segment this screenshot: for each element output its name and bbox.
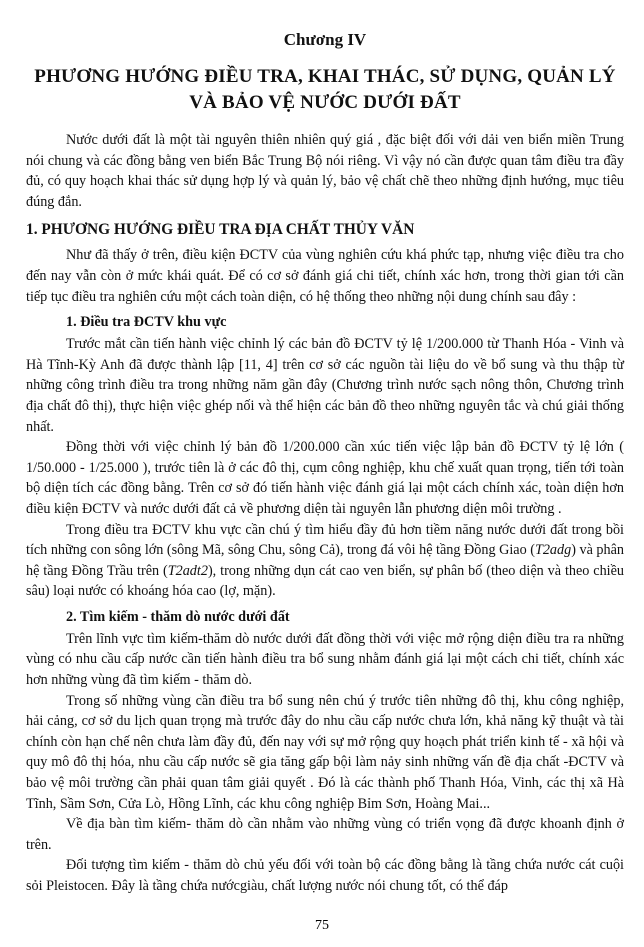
intro-paragraph: Nước dưới đất là một tài nguyên thiên nhiên quý giá , đặc biệt đối với dải ven biển miền Trung nói chung và các đồng bằng ven biển Bắc Trung Bộ nói riêng. Vì vậy nó cần được quan tâm điều tra đầy đủ, có quy hoạch khai thác sử dụng hợp lý và quản lý, bảo vệ chất chẽ theo những định hướng, mục tiêu đúng đắn. [26,132,624,210]
text-run: ), trong những dụn cát cao ven biển, sự phân bố (theo diện và theo chiều sâu) loại nước có khoáng hóa cao (lợ, mặn). [26,562,625,600]
chapter-title-line-2: VÀ BẢO VỆ NƯỚC DƯỚI ĐẤT [189,92,461,113]
paragraph: Trên lĩnh vực tìm kiếm-thăm dò nước dưới đất đồng thời với việc mở rộng diện điều tra ra những vùng có nhu cầu cấp nước cần tiến hành điều tra bổ sung nhằm đánh giá lại một cách chi tiết, chính xác hơn những vùng đã tìm kiếm - thăm dò. [26,630,624,689]
text-run: ) và phân hệ tầng Đồng Trầu trên ( [26,542,625,579]
subsection-heading: 2. Tìm kiếm - thăm dò nước dưới đất [66,608,290,625]
section-heading: 1. PHƯƠNG HƯỚNG ĐIỀU TRA ĐỊA CHẤT THỦY VĂN [26,221,415,239]
paragraph: Trong số những vùng cần điều tra bổ sung nên chú ý trước tiên những đô thị, khu công nghiệp, hải cảng, cơ sở du lịch quan trọng mà trước đây do nhu cầu cấp nước chưa lớn, khả năng kỹ thuật và tài chính còn hạn chế nên chưa làm đầy đủ, đến nay với sự mở rộng quy hoạch phát triển kinh tế - xã hội và quy mô đô thị hóa, nhu cầu cấp nước sẽ gia tăng gấp bội làm nảy sinh những vấn đề địa chất -ĐCTV và bảo vệ môi trường cần phải quan tâm giải quyết . Đó là các thành phố Thanh Hóa, Vinh, các thị xã Hà Tĩnh, Sầm Sơn, Cửa Lò, Hồng Lĩnh, các khu công nghiệp Bỉm Sơn, Hoàng Mai... [26,692,624,812]
chapter-label: Chương IV [283,30,367,49]
formation-symbol: T2adg [534,542,572,559]
section-paragraph: Như đã thấy ở trên, điều kiện ĐCTV của vùng nghiên cứu khá phức tạp, nhưng việc điều tra cho đến nay vẫn còn ở mức khái quát. Để có cơ sở đánh giá chi tiết, chính xác hơn, trong thời gian tới cần tiếp tục điều tra nghiên cứu một cách toàn diện, có hệ thống theo những nội dung chính sau đây : [26,247,624,305]
chapter-title-line-1: PHƯƠNG HƯỚNG ĐIỀU TRA, KHAI THÁC, SỬ DỤNG, QUẢN LÝ [34,66,616,87]
paragraph-with-formations [26,520,624,602]
chapter-title [26,64,624,116]
paragraph: Trước mắt cần tiến hành việc chỉnh lý các bản đồ ĐCTV tỷ lệ 1/200.000 từ Thanh Hóa - Vinh và Hà Tĩnh-Kỳ Anh đã được thành lập [11, 4] trên cơ sở các nguồn tài liệu do về bổ sung và thu thập từ những công trình điều tra trong những năm gần đây (Chương trình nước sạch nông thôn, Chương trình địa chất đô thị), thực hiện việc ghép nối và thể hiện các bản đồ theo những nguyên tắc và chú giải thống nhất. [26,336,624,435]
text-run: Trong điều tra ĐCTV khu vực cần chú ý tìm hiểu đầy đủ hơn tiềm năng nước dưới đất trong bồi tích những con sông lớn (sông Mã, sông Chu, sông Cả), trong đá vôi hệ tầng Đồng Giao ( [26,521,624,559]
formation-symbol: T2adt2 [167,562,208,579]
page-number: 75 [315,918,329,933]
paragraph: Đồng thời với việc chỉnh lý bản đồ 1/200.000 cần xúc tiến việc lập bản đồ ĐCTV tỷ lệ lớn ( 1/50.000 - 1/25.000 ), trước tiên là ở các đô thị, cụm công nghiệp, khu chế xuất quan trọng, tiến tới toàn bộ diện tích các đồng bằng. Trên cơ sở đó tiến hành việc đánh giá lại một cách chính xác, toàn diện hơn điều kiện ĐCTV và nước dưới đất cả về phương diện tài nguyên lẫn phương diện môi trường . [26,439,624,517]
paragraph: Đối tượng tìm kiếm - thăm dò chủ yếu đối với toàn bộ các đồng bằng là tầng chứa nước cát cuội sỏi Pleistocen. Đây là tầng chứa nướcgiàu, chất lượng nước nói chung tốt, có thể đáp [26,857,624,894]
subsection-heading: 1. Điều tra ĐCTV khu vực [66,314,227,331]
paragraph: Về địa bàn tìm kiếm- thăm dò cần nhằm vào những vùng có triển vọng đã được khoanh định ở trên. [26,816,624,853]
